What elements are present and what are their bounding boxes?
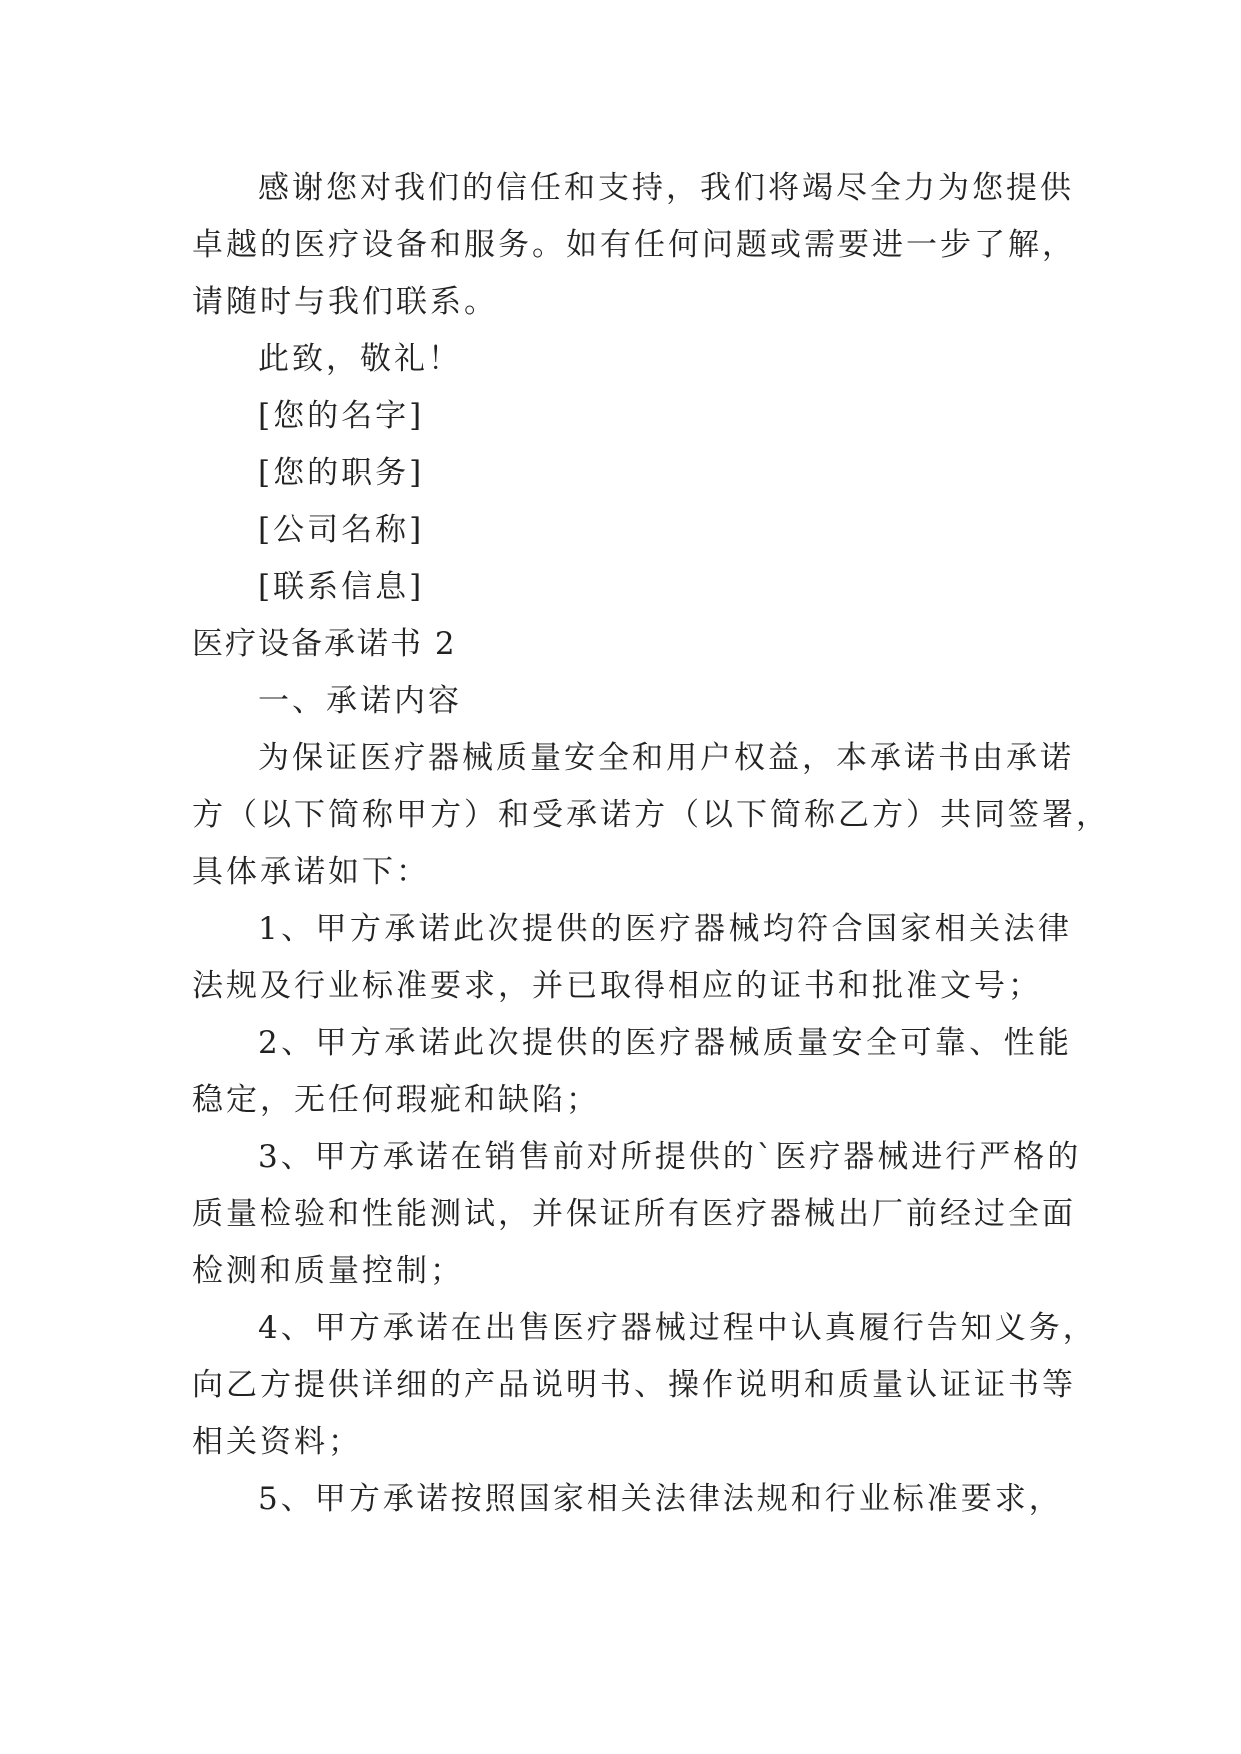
list-item-1-line-1: 1、甲方承诺此次提供的医疗器械均符合国家相关法律 — [258, 911, 1072, 947]
paragraph-thanks-line-3: 请随时与我们联系。 — [192, 284, 498, 320]
list-item-4-line-3: 相关资料； — [192, 1424, 362, 1460]
paragraph-intro-line-3: 具体承诺如下： — [192, 854, 430, 890]
list-item-4-line-1: 4、甲方承诺在出售医疗器械过程中认真履行告知义务， — [258, 1310, 1097, 1346]
paragraph-thanks-line-2: 卓越的医疗设备和服务。如有任何问题或需要进一步了解， — [192, 227, 1076, 263]
signature-title: [您的职务] — [258, 455, 425, 491]
list-item-1-line-2: 法规及行业标准要求，并已取得相应的证书和批准文号； — [192, 968, 1042, 1004]
paragraph-intro-line-2: 方（以下简称甲方）和受承诺方（以下简称乙方）共同签署， — [192, 797, 1110, 833]
list-item-4-line-2: 向乙方提供详细的产品说明书、操作说明和质量认证证书等 — [192, 1367, 1076, 1403]
list-item-5-line-1: 5、甲方承诺按照国家相关法律法规和行业标准要求， — [258, 1481, 1063, 1517]
list-item-3-line-2: 质量检验和性能测试，并保证所有医疗器械出厂前经过全面 — [192, 1196, 1076, 1232]
list-item-3-line-3: 检测和质量控制； — [192, 1253, 464, 1289]
list-item-2-line-1: 2、甲方承诺此次提供的医疗器械质量安全可靠、性能 — [258, 1025, 1072, 1061]
section-heading: 一、承诺内容 — [258, 683, 462, 719]
list-item-2-line-2: 稳定，无任何瑕疵和缺陷； — [192, 1082, 600, 1118]
signature-name: [您的名字] — [258, 398, 425, 434]
signature-contact: [联系信息] — [258, 569, 425, 605]
paragraph-intro-line-1: 为保证医疗器械质量安全和用户权益，本承诺书由承诺 — [258, 740, 1074, 776]
list-item-3-line-1: 3、甲方承诺在销售前对所提供的`医疗器械进行严格的 — [258, 1139, 1082, 1175]
closing-salutation: 此致，敬礼！ — [258, 341, 462, 377]
document-body — [192, 160, 1110, 1528]
section-title: 医疗设备承诺书 2 — [192, 626, 457, 662]
paragraph-thanks-line-1: 感谢您对我们的信任和支持，我们将竭尽全力为您提供 — [258, 170, 1074, 206]
signature-company: [公司名称] — [258, 512, 425, 548]
